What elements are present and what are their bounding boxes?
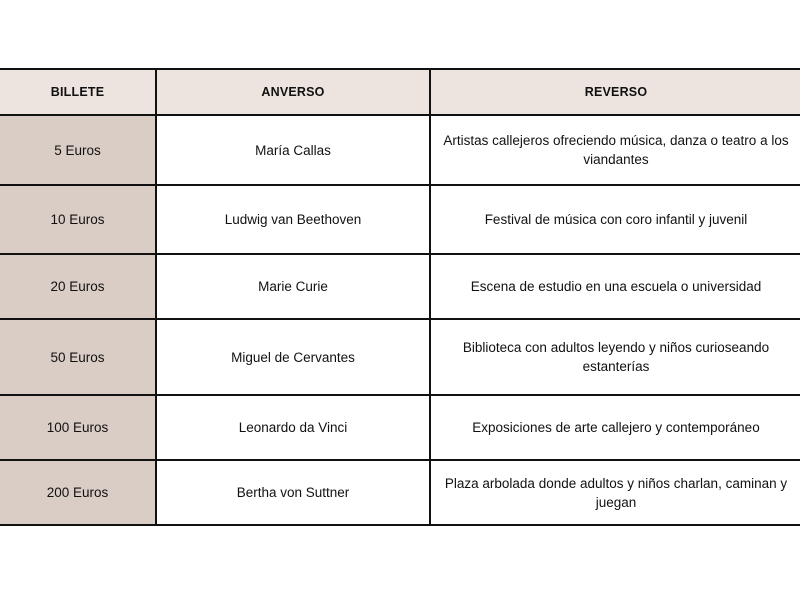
anverso-cell: María Callas — [156, 115, 430, 185]
header-reverso: REVERSO — [430, 69, 800, 115]
anverso-cell: Leonardo da Vinci — [156, 395, 430, 460]
table-row — [0, 319, 800, 395]
table-row — [0, 185, 800, 254]
billete-cell: 50 Euros — [0, 319, 156, 395]
table-row — [0, 115, 800, 185]
billete-cell: 200 Euros — [0, 460, 156, 525]
reverso-cell: Plaza arbolada donde adultos y niños charlan, caminan y juegan — [430, 460, 800, 525]
reverso-cell: Biblioteca con adultos leyendo y niños curioseando estanterías — [430, 319, 800, 395]
table-row — [0, 460, 800, 525]
anverso-cell: Marie Curie — [156, 254, 430, 319]
anverso-cell: Miguel de Cervantes — [156, 319, 430, 395]
billete-cell: 10 Euros — [0, 185, 156, 254]
table-row — [0, 395, 800, 460]
reverso-cell: Escena de estudio en una escuela o universidad — [430, 254, 800, 319]
table-row — [0, 254, 800, 319]
anverso-cell: Bertha von Suttner — [156, 460, 430, 525]
header-anverso: ANVERSO — [156, 69, 430, 115]
reverso-cell: Exposiciones de arte callejero y contemporáneo — [430, 395, 800, 460]
reverso-cell: Festival de música con coro infantil y juvenil — [430, 185, 800, 254]
header-billete: BILLETE — [0, 69, 156, 115]
billete-cell: 20 Euros — [0, 254, 156, 319]
table-header-row — [0, 69, 800, 115]
reverso-cell: Artistas callejeros ofreciendo música, danza o teatro a los viandantes — [430, 115, 800, 185]
banknote-table — [0, 68, 800, 526]
billete-cell: 100 Euros — [0, 395, 156, 460]
anverso-cell: Ludwig van Beethoven — [156, 185, 430, 254]
billete-cell: 5 Euros — [0, 115, 156, 185]
